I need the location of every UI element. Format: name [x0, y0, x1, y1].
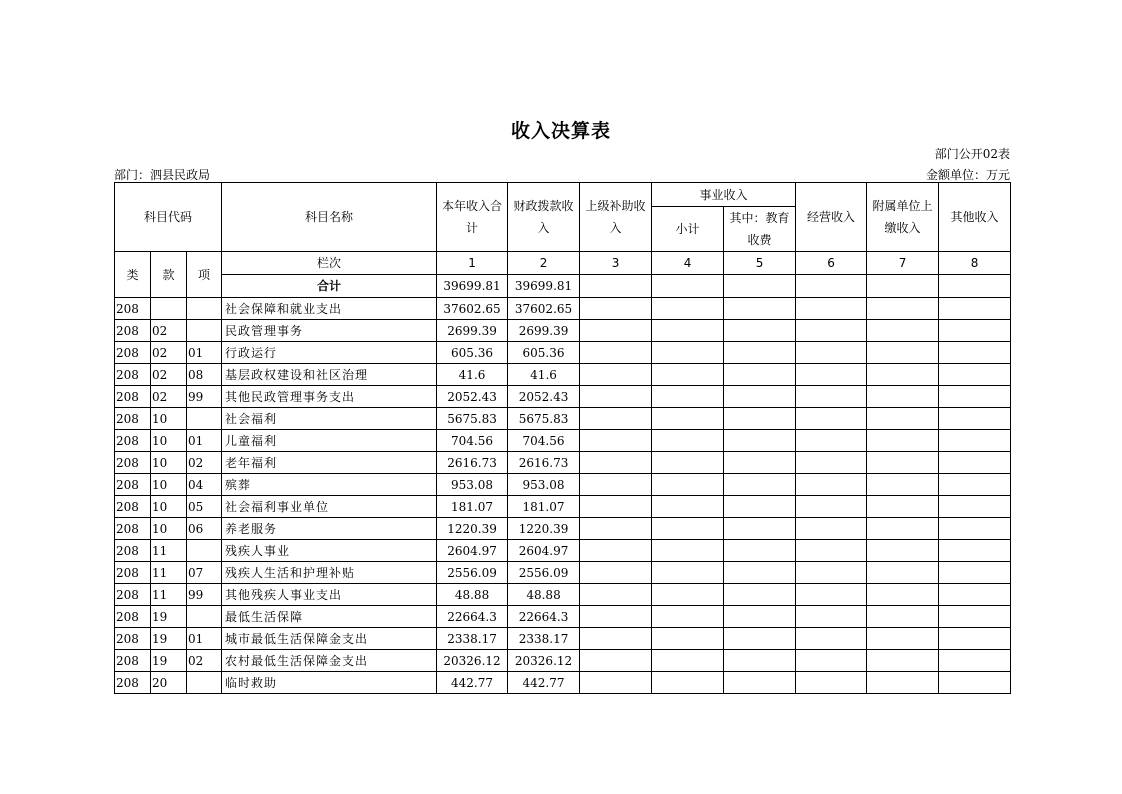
subject-name: 老年福利	[222, 452, 437, 474]
item-header: 项	[187, 252, 222, 298]
empty-cell	[939, 562, 1011, 584]
class-code: 208	[115, 320, 151, 342]
empty-cell	[724, 562, 796, 584]
empty-cell	[939, 364, 1011, 386]
subject-code-header: 科目代码	[115, 183, 222, 252]
class-code: 208	[115, 650, 151, 672]
unit-label: 金额单位：万元	[925, 168, 1010, 182]
income-report-table	[114, 182, 1011, 694]
total-income-value: 48.88	[437, 584, 508, 606]
empty-cell	[652, 275, 724, 298]
empty-cell	[724, 474, 796, 496]
business-income-header: 事业收入	[652, 183, 796, 207]
section-header: 款	[151, 252, 187, 298]
sum-label: 合计	[222, 275, 437, 298]
empty-cell	[796, 320, 867, 342]
class-code: 208	[115, 342, 151, 364]
subject-name: 城市最低生活保障金支出	[222, 628, 437, 650]
total-income-value: 2052.43	[437, 386, 508, 408]
class-header: 类	[115, 252, 151, 298]
fiscal-appropriation-value: 2699.39	[508, 320, 580, 342]
section-code: 11	[151, 562, 187, 584]
total-income-value: 605.36	[437, 342, 508, 364]
empty-cell	[939, 474, 1011, 496]
fiscal-appropriation-value: 5675.83	[508, 408, 580, 430]
item-code: 99	[187, 386, 222, 408]
fiscal-appropriation-value: 181.07	[508, 496, 580, 518]
section-code: 02	[151, 386, 187, 408]
fiscal-appropriation-value: 2616.73	[508, 452, 580, 474]
empty-cell	[652, 496, 724, 518]
section-code: 02	[151, 320, 187, 342]
item-code	[187, 298, 222, 320]
total-income-value: 5675.83	[437, 408, 508, 430]
empty-cell	[867, 474, 939, 496]
table-row	[115, 606, 1011, 628]
empty-cell	[867, 672, 939, 694]
item-code	[187, 606, 222, 628]
empty-cell	[796, 650, 867, 672]
department-label: 部门：泗县民政局	[114, 168, 211, 182]
empty-cell	[867, 584, 939, 606]
col-number: 8	[939, 252, 1011, 275]
empty-cell	[867, 430, 939, 452]
subject-name: 社会福利	[222, 408, 437, 430]
section-code: 19	[151, 628, 187, 650]
empty-cell	[724, 540, 796, 562]
empty-cell	[580, 518, 652, 540]
class-code: 208	[115, 496, 151, 518]
empty-cell	[939, 518, 1011, 540]
empty-cell	[724, 672, 796, 694]
section-code: 10	[151, 408, 187, 430]
subject-name: 社会福利事业单位	[222, 496, 437, 518]
empty-cell	[796, 562, 867, 584]
total-income-value: 20326.12	[437, 650, 508, 672]
fiscal-appropriation-value: 2052.43	[508, 386, 580, 408]
col-number: 1	[437, 252, 508, 275]
class-code: 208	[115, 298, 151, 320]
empty-cell	[796, 584, 867, 606]
class-code: 208	[115, 364, 151, 386]
empty-cell	[939, 628, 1011, 650]
empty-cell	[580, 650, 652, 672]
empty-cell	[939, 386, 1011, 408]
section-code: 19	[151, 606, 187, 628]
empty-cell	[867, 342, 939, 364]
total-income-value: 2556.09	[437, 562, 508, 584]
empty-cell	[867, 518, 939, 540]
empty-cell	[796, 452, 867, 474]
subject-name: 其他民政管理事务支出	[222, 386, 437, 408]
total-income-value: 37602.65	[437, 298, 508, 320]
total-income-value: 41.6	[437, 364, 508, 386]
empty-cell	[867, 408, 939, 430]
total-income-value: 1220.39	[437, 518, 508, 540]
table-row	[115, 672, 1011, 694]
empty-cell	[724, 628, 796, 650]
education-fee-header: 其中：教育收费	[724, 207, 796, 252]
subject-name: 其他残疾人事业支出	[222, 584, 437, 606]
class-code: 208	[115, 628, 151, 650]
section-code: 20	[151, 672, 187, 694]
empty-cell	[939, 275, 1011, 298]
empty-cell	[724, 606, 796, 628]
empty-cell	[580, 430, 652, 452]
section-code	[151, 298, 187, 320]
fiscal-appropriation-value: 605.36	[508, 342, 580, 364]
item-code	[187, 408, 222, 430]
class-code: 208	[115, 518, 151, 540]
class-code: 208	[115, 408, 151, 430]
class-code: 208	[115, 606, 151, 628]
empty-cell	[796, 342, 867, 364]
item-code: 01	[187, 342, 222, 364]
empty-cell	[867, 275, 939, 298]
other-income-header: 其他收入	[939, 183, 1011, 252]
sum-row	[115, 275, 1011, 298]
col-number: 3	[580, 252, 652, 275]
section-code: 10	[151, 430, 187, 452]
empty-cell	[796, 496, 867, 518]
empty-cell	[939, 584, 1011, 606]
total-income-value: 704.56	[437, 430, 508, 452]
empty-cell	[652, 672, 724, 694]
class-code: 208	[115, 562, 151, 584]
item-code	[187, 320, 222, 342]
empty-cell	[867, 562, 939, 584]
total-income-value: 2699.39	[437, 320, 508, 342]
item-code: 07	[187, 562, 222, 584]
empty-cell	[652, 650, 724, 672]
subject-name: 临时救助	[222, 672, 437, 694]
item-code: 01	[187, 628, 222, 650]
empty-cell	[652, 474, 724, 496]
table-row	[115, 342, 1011, 364]
empty-cell	[867, 320, 939, 342]
empty-cell	[652, 364, 724, 386]
empty-cell	[580, 320, 652, 342]
empty-cell	[652, 562, 724, 584]
empty-cell	[580, 562, 652, 584]
document-title: 收入决算表	[510, 120, 611, 142]
empty-cell	[867, 298, 939, 320]
class-code: 208	[115, 474, 151, 496]
empty-cell	[724, 452, 796, 474]
empty-cell	[796, 628, 867, 650]
empty-cell	[724, 364, 796, 386]
total-income-value: 2616.73	[437, 452, 508, 474]
empty-cell	[867, 364, 939, 386]
subtotal-header: 小计	[652, 207, 724, 252]
class-code: 208	[115, 584, 151, 606]
empty-cell	[652, 320, 724, 342]
table-row	[115, 474, 1011, 496]
fiscal-appropriation-value: 41.6	[508, 364, 580, 386]
table-row	[115, 584, 1011, 606]
class-code: 208	[115, 540, 151, 562]
empty-cell	[580, 298, 652, 320]
empty-cell	[939, 320, 1011, 342]
empty-cell	[939, 672, 1011, 694]
subject-name: 殡葬	[222, 474, 437, 496]
empty-cell	[724, 650, 796, 672]
superior-subsidy-header: 上级补助收入	[580, 183, 652, 252]
class-code: 208	[115, 430, 151, 452]
empty-cell	[867, 606, 939, 628]
table-row	[115, 496, 1011, 518]
empty-cell	[939, 540, 1011, 562]
form-number: 部门公开02表	[934, 147, 1010, 161]
section-code: 02	[151, 342, 187, 364]
empty-cell	[939, 430, 1011, 452]
item-code: 02	[187, 650, 222, 672]
table-row	[115, 650, 1011, 672]
empty-cell	[724, 342, 796, 364]
section-code: 10	[151, 452, 187, 474]
empty-cell	[796, 606, 867, 628]
empty-cell	[580, 474, 652, 496]
table-row	[115, 408, 1011, 430]
table-row	[115, 540, 1011, 562]
column-number-row	[115, 252, 1011, 275]
table-row	[115, 298, 1011, 320]
subject-name: 行政运行	[222, 342, 437, 364]
table-row	[115, 320, 1011, 342]
empty-cell	[724, 386, 796, 408]
empty-cell	[796, 540, 867, 562]
empty-cell	[652, 540, 724, 562]
total-income-value: 442.77	[437, 672, 508, 694]
section-code: 10	[151, 518, 187, 540]
empty-cell	[867, 452, 939, 474]
empty-cell	[724, 320, 796, 342]
subject-name: 残疾人事业	[222, 540, 437, 562]
item-code: 01	[187, 430, 222, 452]
empty-cell	[580, 672, 652, 694]
fiscal-appropriation-value: 704.56	[508, 430, 580, 452]
empty-cell	[796, 298, 867, 320]
empty-cell	[652, 298, 724, 320]
subject-name: 社会保障和就业支出	[222, 298, 437, 320]
empty-cell	[724, 408, 796, 430]
empty-cell	[652, 386, 724, 408]
subject-name: 残疾人生活和护理补贴	[222, 562, 437, 584]
item-code: 05	[187, 496, 222, 518]
empty-cell	[724, 584, 796, 606]
operating-income-header: 经营收入	[796, 183, 867, 252]
empty-cell	[867, 540, 939, 562]
empty-cell	[939, 452, 1011, 474]
section-code: 11	[151, 584, 187, 606]
affiliated-income-header: 附属单位上缴收入	[867, 183, 939, 252]
section-code: 02	[151, 364, 187, 386]
table-row	[115, 562, 1011, 584]
empty-cell	[580, 496, 652, 518]
empty-cell	[796, 672, 867, 694]
subject-name: 养老服务	[222, 518, 437, 540]
empty-cell	[652, 452, 724, 474]
empty-cell	[580, 408, 652, 430]
item-code: 08	[187, 364, 222, 386]
empty-cell	[652, 606, 724, 628]
empty-cell	[939, 496, 1011, 518]
total-income-value: 22664.3	[437, 606, 508, 628]
table-row	[115, 452, 1011, 474]
empty-cell	[652, 342, 724, 364]
empty-cell	[724, 275, 796, 298]
empty-cell	[796, 364, 867, 386]
empty-cell	[580, 628, 652, 650]
item-code: 02	[187, 452, 222, 474]
col-number: 7	[867, 252, 939, 275]
empty-cell	[580, 342, 652, 364]
total-income-header: 本年收入合计	[437, 183, 508, 252]
class-code: 208	[115, 386, 151, 408]
empty-cell	[939, 342, 1011, 364]
item-code	[187, 540, 222, 562]
empty-cell	[580, 386, 652, 408]
empty-cell	[939, 650, 1011, 672]
table-row	[115, 364, 1011, 386]
fiscal-appropriation-header: 财政拨款收入	[508, 183, 580, 252]
subject-name: 儿童福利	[222, 430, 437, 452]
empty-cell	[580, 364, 652, 386]
empty-cell	[724, 496, 796, 518]
fiscal-appropriation-value: 2604.97	[508, 540, 580, 562]
item-code	[187, 672, 222, 694]
subject-name: 最低生活保障	[222, 606, 437, 628]
empty-cell	[724, 518, 796, 540]
fiscal-appropriation-value: 22664.3	[508, 606, 580, 628]
table-row	[115, 518, 1011, 540]
empty-cell	[939, 298, 1011, 320]
empty-cell	[796, 386, 867, 408]
sum-fiscal-value: 39699.81	[508, 275, 580, 298]
empty-cell	[939, 408, 1011, 430]
col-number: 5	[724, 252, 796, 275]
empty-cell	[796, 518, 867, 540]
subject-name: 农村最低生活保障金支出	[222, 650, 437, 672]
subject-name-header: 科目名称	[222, 183, 437, 252]
fiscal-appropriation-value: 20326.12	[508, 650, 580, 672]
col-number: 2	[508, 252, 580, 275]
subject-name: 民政管理事务	[222, 320, 437, 342]
fiscal-appropriation-value: 48.88	[508, 584, 580, 606]
empty-cell	[867, 386, 939, 408]
table-row	[115, 430, 1011, 452]
empty-cell	[580, 584, 652, 606]
empty-cell	[867, 650, 939, 672]
empty-cell	[652, 518, 724, 540]
class-code: 208	[115, 452, 151, 474]
fiscal-appropriation-value: 2338.17	[508, 628, 580, 650]
table-row	[115, 628, 1011, 650]
section-code: 10	[151, 474, 187, 496]
empty-cell	[580, 275, 652, 298]
empty-cell	[652, 584, 724, 606]
section-code: 10	[151, 496, 187, 518]
empty-cell	[652, 408, 724, 430]
item-code: 99	[187, 584, 222, 606]
empty-cell	[724, 430, 796, 452]
sum-total-value: 39699.81	[437, 275, 508, 298]
total-income-value: 2604.97	[437, 540, 508, 562]
fiscal-appropriation-value: 953.08	[508, 474, 580, 496]
empty-cell	[652, 628, 724, 650]
empty-cell	[580, 540, 652, 562]
empty-cell	[796, 275, 867, 298]
fiscal-appropriation-value: 37602.65	[508, 298, 580, 320]
total-income-value: 953.08	[437, 474, 508, 496]
total-income-value: 2338.17	[437, 628, 508, 650]
col-number: 4	[652, 252, 724, 275]
class-code: 208	[115, 672, 151, 694]
empty-cell	[867, 628, 939, 650]
empty-cell	[724, 298, 796, 320]
empty-cell	[796, 408, 867, 430]
item-code: 04	[187, 474, 222, 496]
empty-cell	[939, 606, 1011, 628]
subject-name: 基层政权建设和社区治理	[222, 364, 437, 386]
header-row-1	[115, 183, 1011, 207]
empty-cell	[796, 474, 867, 496]
empty-cell	[652, 430, 724, 452]
fiscal-appropriation-value: 442.77	[508, 672, 580, 694]
empty-cell	[580, 452, 652, 474]
col-number: 6	[796, 252, 867, 275]
fiscal-appropriation-value: 2556.09	[508, 562, 580, 584]
item-code: 06	[187, 518, 222, 540]
fiscal-appropriation-value: 1220.39	[508, 518, 580, 540]
empty-cell	[867, 496, 939, 518]
column-no-label: 栏次	[222, 252, 437, 275]
section-code: 11	[151, 540, 187, 562]
empty-cell	[580, 606, 652, 628]
table-row	[115, 386, 1011, 408]
total-income-value: 181.07	[437, 496, 508, 518]
empty-cell	[796, 430, 867, 452]
section-code: 19	[151, 650, 187, 672]
